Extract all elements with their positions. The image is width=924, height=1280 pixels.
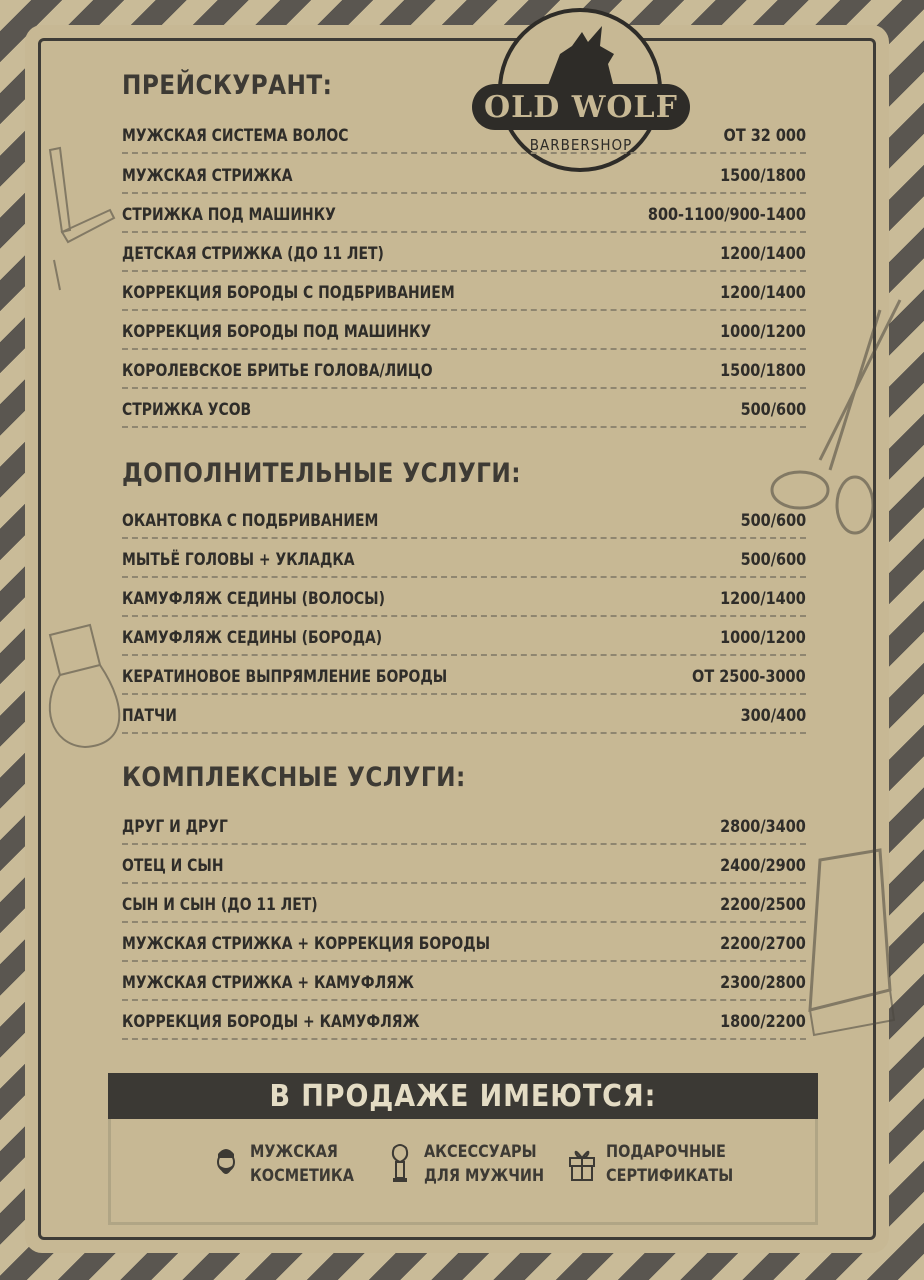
list-item	[122, 702, 806, 734]
on-sale-item-line1: АКСЕССУАРЫ	[424, 1142, 537, 1162]
on-sale-item-certificates	[566, 1140, 756, 1188]
service-price: 800-1100/900-1400	[647, 205, 806, 225]
list-item	[122, 507, 806, 539]
service-price: 2800/3400	[720, 817, 806, 837]
on-sale-title: В ПРОДАЖЕ ИМЕЮТСЯ:	[269, 1078, 657, 1114]
service-name: КАМУФЛЯЖ СЕДИНЫ (ВОЛОСЫ)	[122, 589, 385, 609]
on-sale-item-line2: ДЛЯ МУЖЧИН	[424, 1166, 545, 1186]
service-price: 2400/2900	[720, 856, 806, 876]
service-price: 500/600	[740, 400, 806, 420]
shaving-brush-icon	[384, 1144, 416, 1184]
straight-razor-icon	[40, 140, 120, 300]
section-title-combo-services: КОМПЛЕКСНЫЕ УСЛУГИ:	[122, 762, 466, 793]
on-sale-item-accessories	[384, 1140, 565, 1188]
service-name: КАМУФЛЯЖ СЕДИНЫ (БОРОДА)	[122, 628, 383, 648]
on-sale-item-line1: ПОДАРОЧНЫЕ	[606, 1142, 726, 1162]
service-name: ДЕТСКАЯ СТРИЖКА (ДО 11 ЛЕТ)	[122, 244, 384, 264]
list-item	[122, 162, 806, 194]
service-price: 1200/1400	[720, 589, 806, 609]
service-price: 300/400	[740, 706, 806, 726]
service-name: КОРРЕКЦИЯ БОРОДЫ ПОД МАШИНКУ	[122, 322, 432, 342]
service-price: 2300/2800	[720, 973, 806, 993]
service-price: 500/600	[740, 511, 806, 531]
wolf-icon	[542, 24, 620, 88]
service-price: 2200/2700	[720, 934, 806, 954]
list-item	[122, 357, 806, 389]
list-item	[122, 852, 806, 884]
service-name: КОРРЕКЦИЯ БОРОДЫ + КАМУФЛЯЖ	[122, 1012, 420, 1032]
service-name: МУЖСКАЯ СТРИЖКА + КОРРЕКЦИЯ БОРОДЫ	[122, 934, 491, 954]
service-price: 500/600	[740, 550, 806, 570]
service-name: ОКАНТОВКА С ПОДБРИВАНИЕМ	[122, 511, 379, 531]
service-name: КЕРАТИНОВОЕ ВЫПРЯМЛЕНИЕ БОРОДЫ	[122, 667, 448, 687]
list-item	[122, 279, 806, 311]
list-item	[122, 969, 806, 1001]
service-name: СЫН И СЫН (ДО 11 ЛЕТ)	[122, 895, 318, 915]
service-price: 1200/1400	[720, 283, 806, 303]
list-item	[122, 318, 806, 350]
list-item	[122, 1008, 806, 1040]
on-sale-item-line2: СЕРТИФИКАТЫ	[606, 1166, 734, 1186]
service-name: КОРРЕКЦИЯ БОРОДЫ С ПОДБРИВАНИЕМ	[122, 283, 455, 303]
service-name: МУЖСКАЯ СИСТЕМА ВОЛОС	[122, 126, 349, 146]
list-item	[122, 930, 806, 962]
service-name: МУЖСКАЯ СТРИЖКА + КАМУФЛЯЖ	[122, 973, 414, 993]
service-name: МЫТЬЁ ГОЛОВЫ + УКЛАДКА	[122, 550, 355, 570]
on-sale-item-line2: КОСМЕТИКА	[250, 1166, 354, 1186]
list-item	[122, 891, 806, 923]
section-title-price-list: ПРЕЙСКУРАНТ:	[122, 70, 333, 101]
list-item	[122, 396, 806, 428]
service-name: ДРУГ И ДРУГ	[122, 817, 228, 837]
service-name: ОТЕЦ И СЫН	[122, 856, 224, 876]
service-price: 1000/1200	[720, 322, 806, 342]
hair-clipper-icon	[790, 840, 900, 1040]
gift-box-icon	[566, 1144, 598, 1184]
on-sale-banner	[108, 1073, 818, 1119]
service-name: СТРИЖКА УСОВ	[122, 400, 252, 420]
logo-name: OLD WOLF	[484, 89, 678, 125]
on-sale-item-cosmetics	[210, 1140, 372, 1188]
logo	[470, 6, 692, 181]
list-item	[122, 585, 806, 617]
service-name: КОРОЛЕВСКОЕ БРИТЬЕ ГОЛОВА/ЛИЦО	[122, 361, 433, 381]
service-price: 2200/2500	[720, 895, 806, 915]
list-item	[122, 663, 806, 695]
service-name: СТРИЖКА ПОД МАШИНКУ	[122, 205, 336, 225]
logo-subtitle: BARBERSHOP	[529, 136, 633, 154]
list-item	[122, 122, 806, 154]
list-item	[122, 624, 806, 656]
section-title-extra-services: ДОПОЛНИТЕЛЬНЫЕ УСЛУГИ:	[122, 458, 521, 489]
service-name: ПАТЧИ	[122, 706, 177, 726]
list-item	[122, 240, 806, 272]
service-price: 1500/1800	[720, 361, 806, 381]
list-item	[122, 813, 806, 845]
service-price: 1200/1400	[720, 244, 806, 264]
service-price: 1500/1800	[720, 166, 806, 186]
bearded-man-icon	[210, 1144, 242, 1184]
service-price: 1000/1200	[720, 628, 806, 648]
service-name: МУЖСКАЯ СТРИЖКА	[122, 166, 293, 186]
on-sale-item-line1: МУЖСКАЯ	[250, 1142, 338, 1162]
list-item	[122, 546, 806, 578]
service-price: 1800/2200	[720, 1012, 806, 1032]
service-price: ОТ 32 000	[723, 126, 806, 146]
list-item	[122, 201, 806, 233]
service-price: ОТ 2500-3000	[692, 667, 806, 687]
